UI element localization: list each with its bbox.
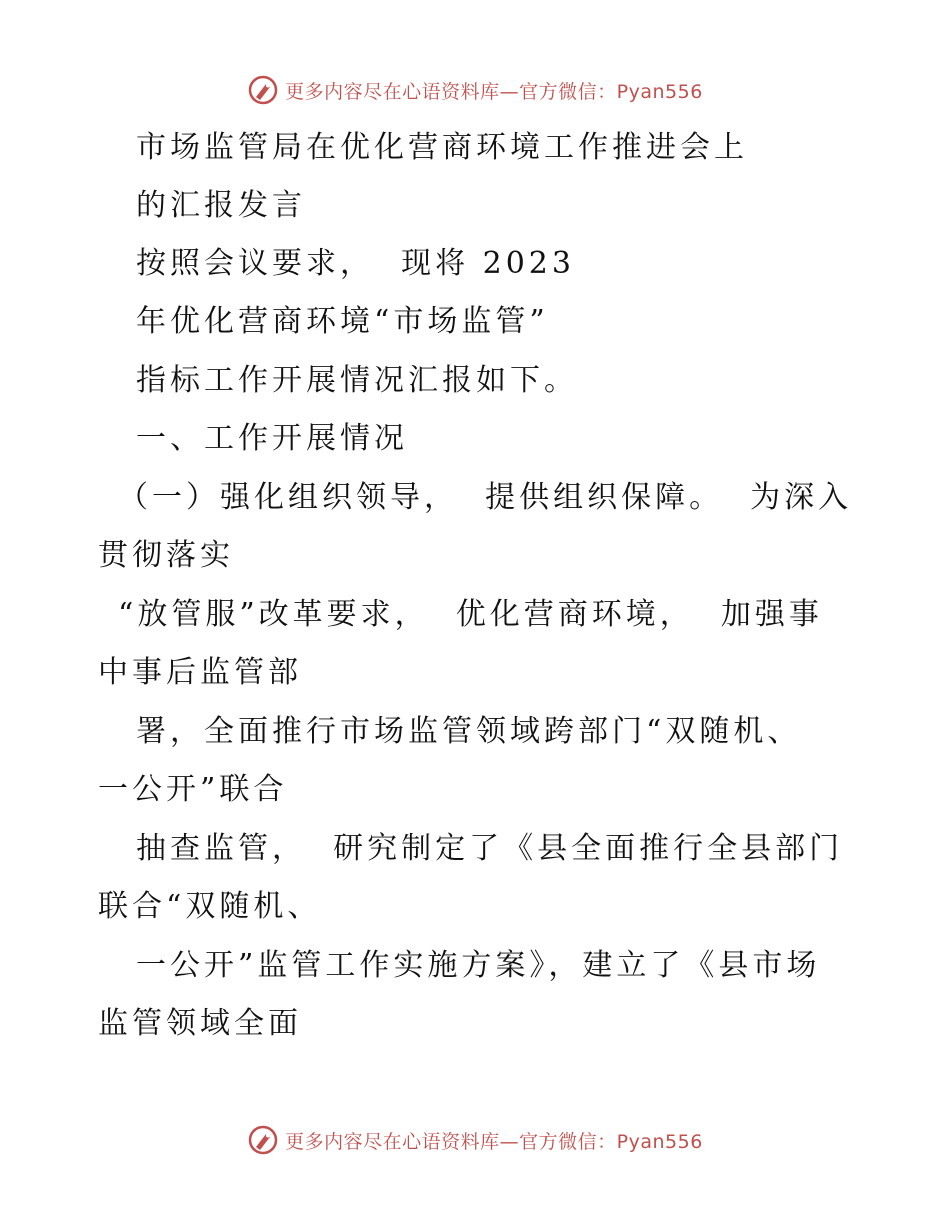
body-text-line: 指标工作开展情况汇报如下。 <box>136 363 578 398</box>
section-heading: 一、工作开展情况 <box>136 421 408 456</box>
body-text-line: 联合“双随机、 <box>98 889 322 924</box>
body-text-line: 按照会议要求， 现将 2023 <box>136 246 575 281</box>
pen-nib-circle-icon <box>247 1124 279 1156</box>
body-text-line: 署，全面推行市场监管领域跨部门“双随机、 <box>136 714 802 749</box>
footer-watermark <box>0 1120 950 1160</box>
pen-nib-circle-icon <box>247 74 279 106</box>
watermark-text: 更多内容尽在心语资料库—官方微信：Pyan556 <box>285 1130 703 1153</box>
body-text-line: “放管服”改革要求， 优化营商环境， 加强事 <box>118 597 823 632</box>
body-text-line: 监管领域全面 <box>98 1006 302 1041</box>
body-text-line: 抽查监管， 研究制定了《县全面推行全县部门 <box>136 831 844 866</box>
watermark-text: 更多内容尽在心语资料库—官方微信：Pyan556 <box>285 80 703 103</box>
body-text-line: （一）强化组织领导， 提供组织保障。 为深入 <box>118 480 853 515</box>
body-text-line: 贯彻落实 <box>98 538 234 573</box>
body-text-line: 一公开”联合 <box>98 772 288 807</box>
header-watermark <box>0 70 950 110</box>
body-text-line: 一公开”监管工作实施方案》，建立了《县市场 <box>136 948 821 983</box>
body-text-line: 年优化营商环境“市场监管” <box>136 304 549 339</box>
document-title-line-2: 的汇报发言 <box>136 188 306 223</box>
body-text-line: 中事后监管部 <box>98 655 302 690</box>
document-title-line-1: 市场监管局在优化营商环境工作推进会上 <box>136 130 748 165</box>
